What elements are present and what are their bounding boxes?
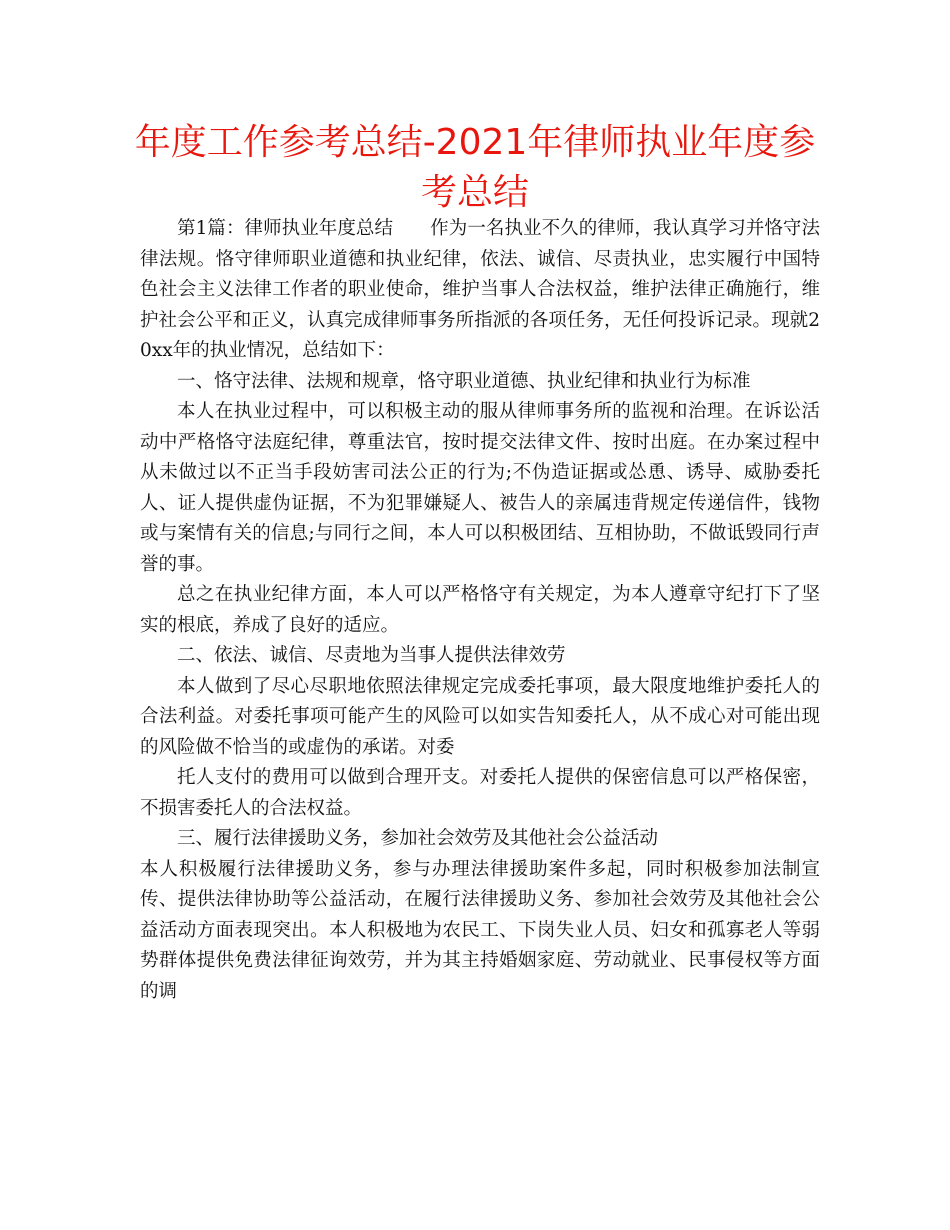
paragraph-legal-aid: 本人积极履行法律援助义务，参与办理法律援助案件多起，同时积极参加法制宣传、提供法律协助等公益活动，在履行法律援助义务、参加社会效劳及其他社会公益活动方面表现突出。本人积极地为农民工、下岗失业人员、妇女和孤寡老人等弱势群体提供免费法律征询效劳，并为其主持婚姻家庭、劳动就业、民事侵权等方面的调 — [140, 858, 820, 1002]
paragraph-discipline-summary: 总之在执业纪律方面，本人可以严格恪守有关规定，为本人遵章守纪打下了坚实的根底，养成了良好的适应。 — [140, 584, 820, 636]
paragraph-discipline: 本人在执业过程中，可以积极主动的服从律师事务所的监视和治理。在诉讼活动中严格恪守法庭纪律，尊重法官，按时提交法律文件、按时出庭。在办案过程中从未做过以不正当手段妨害司法公正的行为;不伪造证据或怂恿、诱导、威胁委托人、证人提供虚伪证据，不为犯罪嫌疑人、被告人的亲属违背规定传递信件，钱物或与案情有关的信息;与同行之间，本人可以积极团结、互相协助，不做诋毁同行声誉的事。 — [140, 401, 820, 575]
document-body — [140, 214, 820, 1007]
section-heading-2: 二、依法、诚信、尽责地为当事人提供法律效劳 — [177, 645, 566, 666]
document-title: 年度工作参考总结-2021年律师执业年度参考总结 — [134, 122, 816, 213]
paragraph-intro: 第1篇：律师执业年度总结 作为一名执业不久的律师，我认真学习并恪守法律法规。恪守律师职业道德和执业纪律，依法、诚信、尽责执业，忠实履行中国特色社会主义法律工作者的职业使命，维护当事人合法权益，维护法律正确施行，维护社会公平和正义，认真完成律师事务所指派的各项任务，无任何投诉记录。现就20xx年的执业情况，总结如下： — [140, 218, 820, 361]
paragraph-client-fees: 托人支付的费用可以做到合理开支。对委托人提供的保密信息可以严格保密，不损害委托人的合法权益。 — [140, 767, 820, 819]
section-heading-3: 三、履行法律援助义务，参加社会效劳及其他社会公益活动 — [177, 828, 659, 849]
paragraph-client-service: 本人做到了尽心尽职地依照法律规定完成委托事项，最大限度地维护委托人的合法利益。对委托事项可能产生的风险可以如实告知委托人，从不成心对可能出现的风险做不恰当的或虚伪的承诺。对委 — [140, 675, 820, 758]
section-heading-1: 一、恪守法律、法规和规章，恪守职业道德、执业纪律和执业行为标准 — [177, 370, 751, 392]
